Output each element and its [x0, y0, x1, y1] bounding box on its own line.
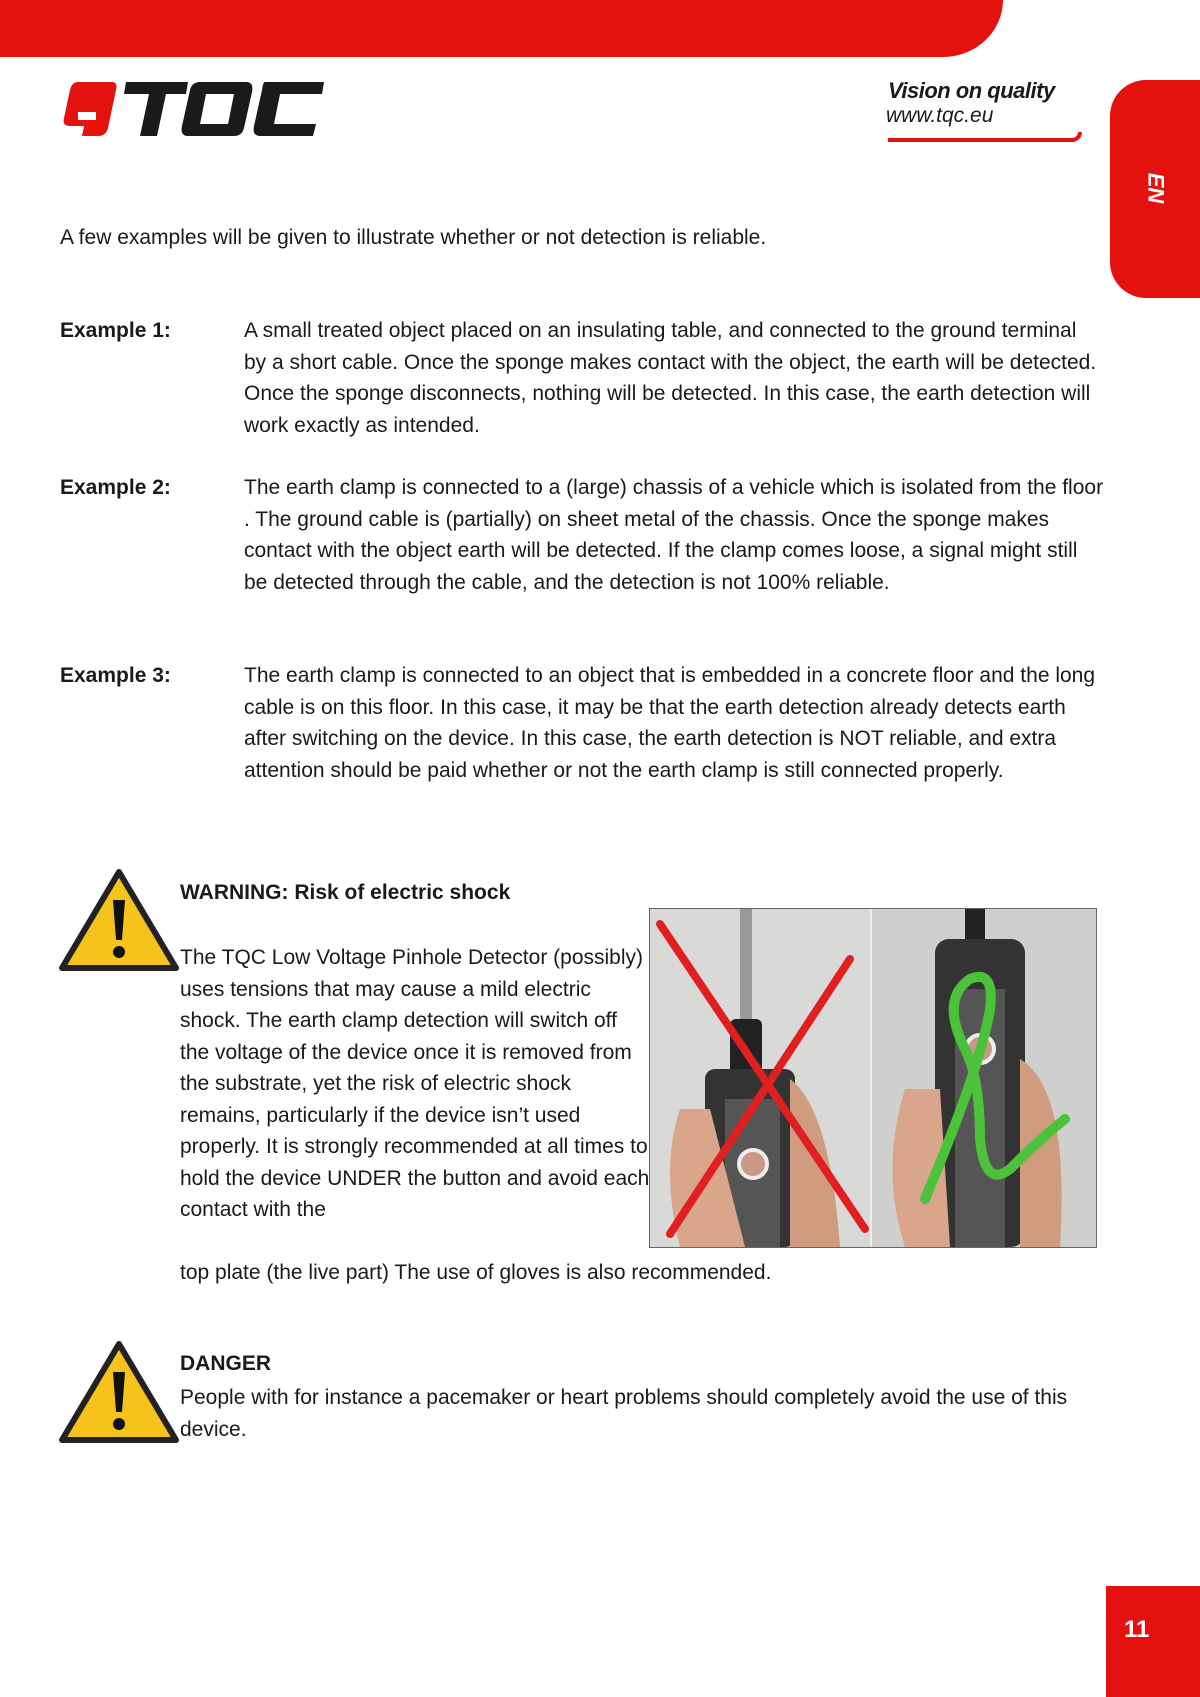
example-2-text: The earth clamp is connected to a (large) chassis of a vehicle which is isolated from the floor . The ground cable is (partially) on sheet metal of the chassis. Once the sponge makes contact with the object earth will be detected. If the clamp comes loose, a signal might still be detected through the cable, and the detection is not 100% reliable.	[244, 476, 1104, 594]
danger-heading: DANGER	[180, 1352, 272, 1375]
header-red-bar	[0, 0, 1003, 57]
tagline-block	[880, 78, 1090, 140]
example-3-label: Example 3:	[60, 664, 171, 687]
tagline-underline	[888, 132, 1082, 142]
tagline: Vision on quality	[888, 78, 1055, 103]
warning-text-last-line: top plate (the live part) The use of gloves is also recommended.	[180, 1261, 772, 1284]
tqc-logo	[60, 78, 330, 145]
language-label: EN	[1143, 172, 1169, 204]
page-number: 11	[1124, 1616, 1150, 1643]
example-1-text: A small treated object placed on an insulating table, and connected to the ground terminal by a short cable. Once the sponge makes contact with the object, the earth will be detected. Once the sponge disconnects, nothing will be detected. In this case, the earth detection will work exactly as intended.	[244, 319, 1097, 437]
example-3-text: The earth clamp is connected to an object that is embedded in a concrete floor and the long cable is on this floor. In this case, it may be that the earth detection already detects earth after switching on the device. In this case, the earth detection is NOT reliable, and extra attention should be paid whether or not the earth clamp is still connected properly.	[244, 664, 1096, 782]
danger-triangle-icon	[58, 1340, 180, 1444]
example-1-label: Example 1:	[60, 319, 171, 342]
language-tab	[1110, 80, 1200, 298]
danger-text: People with for instance a pacemaker or heart problems should completely avoid the use of this device.	[180, 1386, 1068, 1441]
device-handling-photo	[649, 908, 1097, 1248]
page-number-tab	[1106, 1586, 1200, 1697]
warning-triangle-icon	[58, 868, 180, 972]
warning-heading: WARNING: Risk of electric shock	[180, 881, 511, 904]
warning-text: The TQC Low Voltage Pinhole Detector (possibly) uses tensions that may cause a mild electric shock. The earth clamp detection will switch off the voltage of the device once it is removed from the substrate, yet the risk of electric shock remains, particularly if the device isn’t used properly. It is strongly recommended at all times to hold the device UNDER the button and avoid each contact with the	[180, 946, 650, 1221]
intro-paragraph: A few examples will be given to illustrate whether or not detection is reliable.	[60, 226, 767, 249]
website-link[interactable]: www.tqc.eu	[886, 104, 994, 127]
example-2-label: Example 2:	[60, 476, 171, 499]
